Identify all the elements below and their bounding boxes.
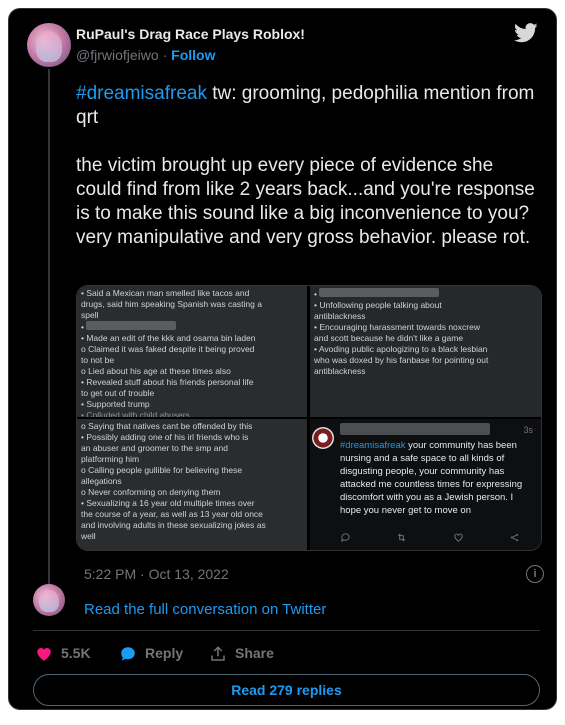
media2-line: antiblackness xyxy=(314,366,366,376)
read-replies-button[interactable]: Read 279 replies xyxy=(33,674,540,706)
author-name[interactable]: RuPaul's Drag Race Plays Roblox! xyxy=(76,26,305,42)
media2-line: • Encouraging harassment towards noxcrew xyxy=(314,322,480,332)
divider xyxy=(33,630,540,631)
reply-icon xyxy=(340,532,351,543)
media-image-3[interactable] xyxy=(77,419,307,550)
like-button[interactable] xyxy=(35,645,91,663)
tweet-media-grid[interactable] xyxy=(76,285,542,551)
info-icon[interactable]: i xyxy=(526,565,544,583)
media2-line: • Avoding public apologizing to a black lesbian xyxy=(314,344,488,354)
media1-line: • Supported trump xyxy=(81,399,150,409)
tweet-text-para1 xyxy=(76,82,536,130)
media1-line xyxy=(81,321,303,333)
media2-line: • Unfollowing people talking about xyxy=(314,300,442,310)
media1-line: o Claimed it was faked despite it being proved xyxy=(81,344,255,354)
media1-line: • Said a Mexican man smelled like tacos and xyxy=(81,288,250,298)
media3-line: o Calling people gullible for believing these xyxy=(81,465,243,475)
twitter-bird-icon[interactable] xyxy=(514,23,538,43)
media3-line: o Saying that natives cant be offended by this xyxy=(81,421,253,431)
conversation-avatar xyxy=(33,584,65,616)
media-image-4[interactable] xyxy=(310,419,541,550)
media1-line: to get out of trouble xyxy=(81,388,155,398)
media3-line: well xyxy=(81,531,96,541)
embedded-tweet-card xyxy=(8,8,557,710)
media-image-2[interactable] xyxy=(310,286,541,417)
reply-button[interactable] xyxy=(119,645,183,663)
media1-line: • Made an edit of the kkk and osama bin laden xyxy=(81,333,256,343)
media3-line: allegations xyxy=(81,476,122,486)
quoted-time: 3s xyxy=(523,425,533,435)
tweet-text-para2: the victim brought up every piece of evidence she could find from like 2 years back...and you're response is to make this sound like a big inconvenience to you? very manipulative and very gross behavior. please rot. xyxy=(76,155,535,248)
quoted-avatar xyxy=(312,427,334,449)
tweet-text xyxy=(76,82,536,274)
media3-line: • Sexualizing a 16 year old multiple times over xyxy=(81,498,255,508)
media1-line: • Colluded with child abusers... xyxy=(81,410,197,417)
media2-bullet: • xyxy=(314,289,317,299)
share-icon xyxy=(509,532,520,543)
media3-line: the course of a year, as well as 13 year old once xyxy=(81,509,263,519)
media-image-1[interactable] xyxy=(77,286,307,417)
tweet-hashtag[interactable]: #dreamisafreak xyxy=(76,83,207,104)
media3-line: an abuser and groomer to the smp and xyxy=(81,443,228,453)
read-conversation-link[interactable]: Read the full conversation on Twitter xyxy=(84,601,327,618)
tweet-text-line1: tw: grooming, pedophilia mention from qrt xyxy=(76,83,535,128)
media3-line: • Possibly adding one of his irl friends who is xyxy=(81,432,249,442)
share-icon xyxy=(209,645,227,663)
follow-button[interactable]: Follow xyxy=(171,47,216,63)
quoted-hashtag: #dreamisafreak xyxy=(340,440,406,451)
redacted-block xyxy=(319,288,439,297)
media3-line: platforming him xyxy=(81,454,140,464)
media2-line: antiblackness xyxy=(314,311,366,321)
share-label: Share xyxy=(235,645,274,661)
reply-bubble-icon xyxy=(119,645,137,663)
quoted-body: your community has been nursing and a safe space to all kinds of disgusting people, your community has attacked me countless times for expressing discomfort with you as a Jewish person. I hope you never get to move on xyxy=(340,440,523,516)
share-button[interactable] xyxy=(209,645,274,663)
quoted-text xyxy=(340,439,536,517)
media1-line: • Revealed stuff about his friends personal life xyxy=(81,377,254,387)
media1-line: drugs, said him speaking Spanish was casting a xyxy=(81,299,262,309)
handle-separator: · xyxy=(158,47,172,63)
redacted-block xyxy=(340,423,490,435)
media1-line: to not be xyxy=(81,355,115,365)
thread-line xyxy=(48,69,50,604)
media2-line: who was doxed by his fanbase for pointing out xyxy=(314,355,489,365)
media2-line xyxy=(314,288,537,300)
media3-line: and involving adults in these sexualizing jokes as xyxy=(81,520,266,530)
like-icon xyxy=(453,532,464,543)
reply-label: Reply xyxy=(145,645,184,661)
heart-icon xyxy=(35,645,53,663)
like-count: 5.5K xyxy=(61,645,91,661)
author-handle[interactable]: @fjrwiofjeiwo xyxy=(76,47,159,63)
media1-line: o Lied about his age at these times also xyxy=(81,366,231,376)
author-handle-row xyxy=(76,47,215,63)
author-avatar[interactable] xyxy=(27,23,71,67)
media3-line: o Never conforming on denying them xyxy=(81,487,221,497)
quoted-actions xyxy=(340,532,520,543)
media1-line: spell xyxy=(81,310,99,320)
media2-line: and scott because he didn't like a game xyxy=(314,333,464,343)
tweet-timestamp[interactable]: 5:22 PM · Oct 13, 2022 xyxy=(84,566,229,582)
retweet-icon xyxy=(396,532,407,543)
media1-bullet: • xyxy=(81,322,84,332)
redacted-block xyxy=(86,321,176,330)
